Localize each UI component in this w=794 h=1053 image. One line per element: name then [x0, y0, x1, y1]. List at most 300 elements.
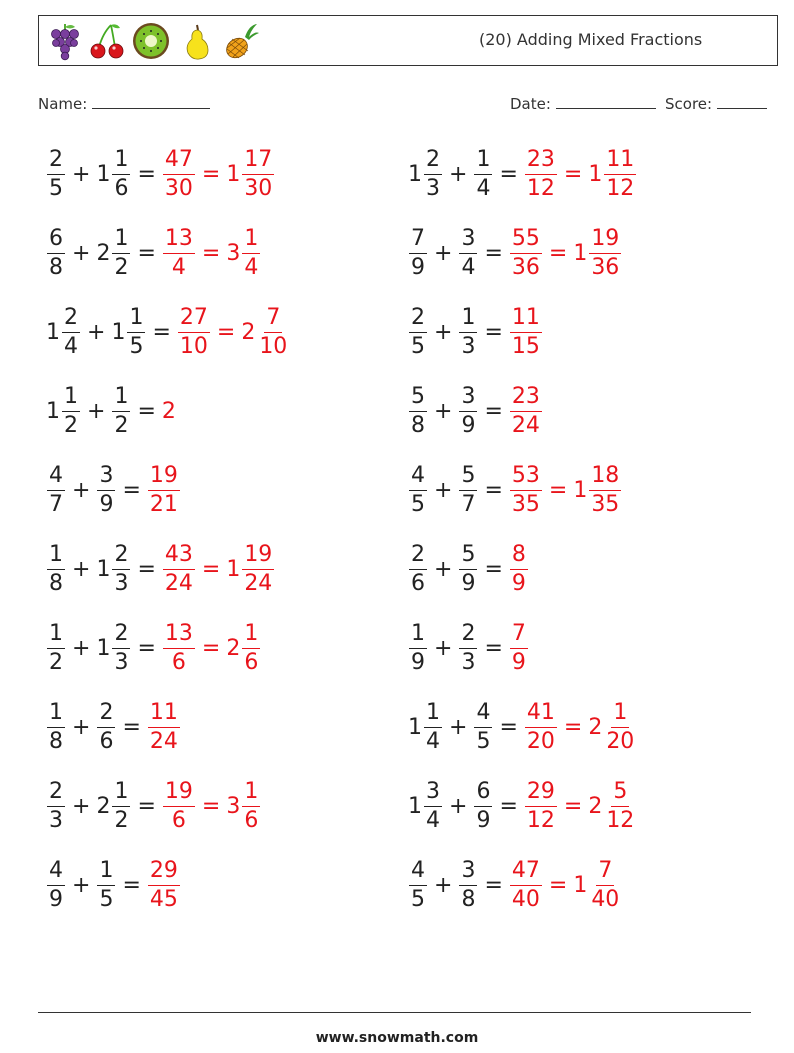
answer-mixed-whole: 2: [226, 635, 241, 661]
addend-b-denominator: 5: [129, 333, 144, 359]
answer-improper-fraction: [510, 462, 542, 517]
addend-a-denominator: 5: [49, 175, 63, 201]
plus-sign: +: [434, 319, 453, 345]
score-label: Score:: [665, 95, 713, 113]
score-blank[interactable]: [717, 94, 767, 109]
worksheet-header: [38, 15, 778, 66]
answer-mixed-fraction: [604, 146, 636, 201]
answer: [162, 778, 261, 833]
answer-improper-numerator: 41: [525, 702, 557, 728]
addend-b-fraction: [97, 462, 115, 517]
answer-improper-denominator: 12: [526, 175, 555, 201]
addend-a-denominator: 9: [411, 254, 425, 280]
answer-mixed-fraction: [242, 541, 274, 596]
equals-sign: =: [122, 714, 141, 740]
answer: [524, 146, 637, 201]
answer-mixed-denominator: 6: [244, 807, 259, 833]
plus-sign: +: [72, 793, 91, 819]
addend-b-denominator: 3: [461, 333, 476, 359]
addend-b-whole: 1: [96, 161, 111, 187]
answer-mixed-fraction: [257, 304, 289, 359]
addend-b-fraction: [474, 146, 492, 201]
cherries-icon: [87, 21, 127, 61]
answer-improper-numerator: 19: [148, 465, 180, 491]
answer-mixed-whole: 3: [226, 793, 241, 819]
answer-improper-denominator: 45: [149, 886, 178, 912]
footer-divider: [38, 1012, 751, 1013]
answer: [509, 857, 622, 912]
addend-b-denominator: 9: [461, 412, 476, 438]
problem-20: [408, 855, 622, 915]
addend-b-denominator: 8: [461, 886, 476, 912]
plus-sign: +: [72, 714, 91, 740]
addend-b-numerator: 2: [459, 623, 477, 649]
problem-14: [408, 618, 529, 678]
answer-improper-numerator: 29: [525, 781, 557, 807]
addend-b-denominator: 4: [461, 254, 476, 280]
plus-sign: +: [449, 793, 468, 819]
addend-a-fraction: [47, 620, 65, 675]
answer-improper-denominator: 9: [511, 570, 526, 596]
answer: [162, 399, 177, 424]
answer: [509, 462, 622, 517]
answer-improper-fraction: [510, 304, 542, 359]
addend-b-denominator: 3: [114, 570, 129, 596]
addend-a-numerator: 4: [47, 465, 65, 491]
problem-15: [46, 697, 181, 757]
answer-improper-denominator: 30: [164, 175, 193, 201]
answer-improper-denominator: 36: [511, 254, 540, 280]
problem-19: [46, 855, 181, 915]
addend-a-numerator: 1: [62, 386, 80, 412]
answer-mixed-numerator: 18: [589, 465, 621, 491]
answer-improper-fraction: [510, 541, 528, 596]
answer-improper-fraction: [163, 620, 195, 675]
answer: [524, 699, 637, 754]
answer-mixed-denominator: 10: [259, 333, 288, 359]
addend-b-numerator: 1: [474, 149, 492, 175]
addend-b-fraction: [474, 699, 492, 754]
problem-1: [46, 144, 275, 204]
plus-sign: +: [87, 398, 106, 424]
answer: [162, 541, 275, 596]
addend-b-fraction: [459, 304, 477, 359]
answer-improper-numerator: 19: [163, 781, 195, 807]
answer-mixed-numerator: 1: [611, 702, 629, 728]
answer-improper-numerator: 43: [163, 544, 195, 570]
answer-improper-denominator: 4: [171, 254, 186, 280]
problem-10: [408, 460, 622, 520]
answer-mixed-numerator: 19: [242, 544, 274, 570]
answer-improper-denominator: 24: [511, 412, 540, 438]
addend-b-numerator: 3: [459, 228, 477, 254]
answer-improper-denominator: 6: [171, 649, 186, 675]
answer-improper-numerator: 13: [163, 228, 195, 254]
equals-sign: =: [137, 240, 156, 266]
addend-a-fraction: [47, 146, 65, 201]
answer-improper-denominator: 6: [171, 807, 186, 833]
equals-sign: =: [499, 793, 518, 819]
problem-3: [46, 223, 261, 283]
name-blank[interactable]: [92, 94, 210, 109]
answer-mixed-denominator: 20: [606, 728, 635, 754]
addend-a-denominator: 4: [64, 333, 78, 359]
plus-sign: +: [434, 556, 453, 582]
addend-b-whole: 1: [111, 319, 126, 345]
grapes-icon: [45, 21, 85, 61]
plus-sign: +: [434, 240, 453, 266]
addend-b-numerator: 1: [127, 307, 145, 333]
addend-a-whole: 1: [408, 161, 422, 187]
addend-a-whole: 1: [46, 319, 60, 345]
answer-improper-fraction: [510, 225, 542, 280]
answer-mixed-numerator: 7: [264, 307, 282, 333]
addend-a-whole: 1: [46, 398, 60, 424]
addend-b-numerator: 2: [112, 623, 130, 649]
addend-a-numerator: 2: [47, 781, 65, 807]
addend-a-numerator: 1: [47, 544, 65, 570]
answer-improper-numerator: 53: [510, 465, 542, 491]
answer-mixed-numerator: 5: [611, 781, 629, 807]
plus-sign: +: [72, 240, 91, 266]
addend-b-numerator: 5: [459, 544, 477, 570]
answer-mixed-denominator: 40: [591, 886, 620, 912]
answer-mixed-whole: 3: [226, 240, 241, 266]
answer-mixed-fraction: [242, 146, 274, 201]
equals-sign: =: [484, 477, 503, 503]
addend-a-numerator: 6: [47, 228, 65, 254]
answer-mixed-whole: 1: [588, 161, 603, 187]
addend-a-whole: 1: [408, 793, 422, 819]
answer: [147, 462, 181, 517]
answer-mixed-fraction: [604, 699, 636, 754]
answer-improper-denominator: 15: [511, 333, 540, 359]
answer-mixed-denominator: 24: [244, 570, 273, 596]
answer-improper-fraction: [163, 541, 195, 596]
footer-url: www.snowmath.com: [315, 1030, 479, 1046]
answer-improper-numerator: 29: [148, 860, 180, 886]
problem-18: [408, 776, 637, 836]
answer-equals-sign: =: [548, 872, 568, 898]
addend-b-fraction: [127, 304, 145, 359]
answer-equals-sign: =: [201, 161, 221, 187]
addend-b-numerator: 5: [459, 465, 477, 491]
addend-a-denominator: 4: [426, 807, 440, 833]
problem-2: [408, 144, 637, 204]
answer-improper-fraction: [163, 146, 195, 201]
answer-mixed-whole: 1: [573, 477, 588, 503]
addend-b-fraction: [112, 225, 130, 280]
answer-improper-numerator: 11: [510, 307, 542, 333]
answer-equals-sign: =: [563, 161, 583, 187]
answer-improper-fraction: [510, 383, 542, 438]
addend-a-denominator: 5: [411, 491, 425, 517]
addend-a-denominator: 3: [426, 175, 440, 201]
addend-b-denominator: 5: [99, 886, 114, 912]
answer: [509, 225, 622, 280]
addend-a-denominator: 2: [64, 412, 78, 438]
addend-a-denominator: 4: [426, 728, 440, 754]
answer-improper-denominator: 35: [511, 491, 540, 517]
addend-a-numerator: 2: [62, 307, 80, 333]
answer-equals-sign: =: [216, 319, 236, 345]
addend-b-numerator: 1: [112, 149, 130, 175]
answer-improper-fraction: [525, 778, 557, 833]
answer-improper-fraction: [510, 857, 542, 912]
answer-equals-sign: =: [563, 714, 583, 740]
addend-a-numerator: 1: [47, 702, 65, 728]
addend-a-numerator: 2: [47, 149, 65, 175]
answer-improper-denominator: 12: [526, 807, 555, 833]
problem-4: [408, 223, 622, 283]
plus-sign: +: [449, 161, 468, 187]
answer-equals-sign: =: [201, 793, 221, 819]
addend-b-numerator: 2: [112, 544, 130, 570]
addend-a-numerator: 4: [47, 860, 65, 886]
addend-b-denominator: 7: [461, 491, 476, 517]
addend-a-denominator: 8: [411, 412, 425, 438]
problem-17: [46, 776, 261, 836]
addend-a-numerator: 5: [409, 386, 427, 412]
answer-improper-denominator: 10: [179, 333, 208, 359]
answer-improper-numerator: 13: [163, 623, 195, 649]
addend-b-numerator: 1: [97, 860, 115, 886]
equals-sign: =: [137, 635, 156, 661]
addend-b-denominator: 6: [99, 728, 114, 754]
addend-a-numerator: 2: [424, 149, 442, 175]
answer-improper-numerator: 23: [510, 386, 542, 412]
date-blank[interactable]: [556, 94, 656, 109]
answer-equals-sign: =: [548, 477, 568, 503]
addend-b-numerator: 2: [97, 702, 115, 728]
addend-a-denominator: 8: [49, 570, 63, 596]
answer-equals-sign: =: [201, 556, 221, 582]
answer-improper-denominator: 9: [511, 649, 526, 675]
problem-16: [408, 697, 637, 757]
answer-mixed-whole: 2: [588, 714, 603, 740]
addend-b-fraction: [97, 857, 115, 912]
problem-12: [408, 539, 529, 599]
addend-b-fraction: [112, 146, 130, 201]
answer-mixed-denominator: 30: [244, 175, 273, 201]
answer: [509, 620, 529, 675]
answer-mixed-fraction: [242, 225, 260, 280]
answer-mixed-whole: 1: [573, 240, 588, 266]
addend-a-fraction: [409, 304, 427, 359]
addend-b-fraction: [459, 383, 477, 438]
date-label: Date:: [510, 95, 551, 113]
plus-sign: +: [434, 477, 453, 503]
answer-improper-numerator: 47: [510, 860, 542, 886]
addend-a-fraction: [424, 778, 442, 833]
addend-a-fraction: [47, 225, 65, 280]
answer-mixed-denominator: 12: [606, 807, 635, 833]
problem-7: [46, 381, 177, 441]
answer-mixed-denominator: 12: [606, 175, 635, 201]
answer-improper-numerator: 23: [525, 149, 557, 175]
addend-b-fraction: [459, 462, 477, 517]
plus-sign: +: [87, 319, 106, 345]
equals-sign: =: [484, 398, 503, 424]
problem-13: [46, 618, 261, 678]
addend-b-denominator: 5: [476, 728, 491, 754]
answer-improper-numerator: 27: [178, 307, 210, 333]
problem-5: [46, 302, 290, 362]
addend-a-numerator: 3: [424, 781, 442, 807]
addend-b-numerator: 3: [459, 386, 477, 412]
equals-sign: =: [484, 556, 503, 582]
addend-a-whole: 1: [408, 714, 422, 740]
answer-mixed-numerator: 1: [242, 781, 260, 807]
plus-sign: +: [72, 161, 91, 187]
equals-sign: =: [122, 477, 141, 503]
addend-b-fraction: [459, 225, 477, 280]
answer-mixed-denominator: 4: [244, 254, 259, 280]
addend-a-fraction: [424, 699, 442, 754]
date-field: [510, 94, 656, 113]
answer-mixed-denominator: 36: [591, 254, 620, 280]
equals-sign: =: [137, 793, 156, 819]
answer-mixed-numerator: 1: [242, 228, 260, 254]
addend-a-numerator: 1: [409, 623, 427, 649]
equals-sign: =: [499, 714, 518, 740]
problem-11: [46, 539, 275, 599]
addend-b-fraction: [112, 383, 130, 438]
addend-b-denominator: 9: [476, 807, 491, 833]
equals-sign: =: [137, 161, 156, 187]
answer-mixed-fraction: [242, 620, 260, 675]
answer-improper-fraction: [163, 225, 195, 280]
equals-sign: =: [484, 319, 503, 345]
answer-improper-numerator: 8: [510, 544, 528, 570]
worksheet-title: (20) Adding Mixed Fractions: [479, 30, 703, 49]
equals-sign: =: [137, 556, 156, 582]
equals-sign: =: [484, 240, 503, 266]
addend-b-numerator: 3: [97, 465, 115, 491]
answer-improper-numerator: 55: [510, 228, 542, 254]
plus-sign: +: [434, 635, 453, 661]
addend-b-fraction: [112, 541, 130, 596]
addend-a-denominator: 3: [49, 807, 63, 833]
problem-9: [46, 460, 181, 520]
answer-improper-denominator: 40: [511, 886, 540, 912]
addend-a-numerator: 7: [409, 228, 427, 254]
answer-mixed-whole: 2: [241, 319, 256, 345]
addend-b-denominator: 4: [476, 175, 491, 201]
equals-sign: =: [499, 161, 518, 187]
addend-a-numerator: 4: [409, 465, 427, 491]
equals-sign: =: [137, 398, 156, 424]
addend-b-fraction: [459, 620, 477, 675]
addend-a-fraction: [62, 304, 80, 359]
answer-improper-fraction: [178, 304, 210, 359]
equals-sign: =: [484, 635, 503, 661]
addend-b-numerator: 1: [112, 386, 130, 412]
addend-b-fraction: [459, 541, 477, 596]
plus-sign: +: [72, 635, 91, 661]
addend-a-numerator: 1: [424, 702, 442, 728]
addend-a-denominator: 9: [411, 649, 425, 675]
equals-sign: =: [484, 872, 503, 898]
problem-8: [408, 381, 543, 441]
answer-mixed-fraction: [589, 857, 621, 912]
addend-a-denominator: 5: [411, 333, 425, 359]
answer: [177, 304, 290, 359]
problem-6: [408, 302, 543, 362]
addend-b-fraction: [97, 699, 115, 754]
pineapple-icon: [219, 21, 259, 61]
answer-mixed-fraction: [589, 225, 621, 280]
addend-a-denominator: 6: [411, 570, 425, 596]
addend-a-fraction: [47, 541, 65, 596]
answer-mixed-numerator: 19: [589, 228, 621, 254]
answer-improper-numerator: 47: [163, 149, 195, 175]
answer-improper-numerator: 7: [510, 623, 528, 649]
answer-improper-fraction: [525, 146, 557, 201]
name-field: [38, 94, 210, 113]
addend-b-numerator: 1: [459, 307, 477, 333]
answer-improper-denominator: 20: [526, 728, 555, 754]
answer-equals-sign: =: [548, 240, 568, 266]
answer: [162, 146, 275, 201]
addend-b-denominator: 2: [114, 412, 129, 438]
answer-improper-fraction: [148, 857, 180, 912]
answer-improper-numerator: 11: [148, 702, 180, 728]
answer-equals-sign: =: [201, 240, 221, 266]
answer-mixed-whole: 1: [573, 872, 588, 898]
addend-b-whole: 2: [96, 240, 111, 266]
answer-mixed-whole: 1: [226, 556, 241, 582]
addend-a-fraction: [409, 462, 427, 517]
addend-b-denominator: 2: [114, 254, 129, 280]
score-field: [665, 94, 767, 113]
addend-a-fraction: [409, 857, 427, 912]
answer-mixed-numerator: 11: [604, 149, 636, 175]
answer-mixed-numerator: 17: [242, 149, 274, 175]
answer: [524, 778, 637, 833]
addend-b-whole: 2: [96, 793, 111, 819]
plus-sign: +: [72, 872, 91, 898]
addend-b-fraction: [112, 778, 130, 833]
answer-improper-fraction: [148, 699, 180, 754]
equals-sign: =: [122, 872, 141, 898]
answer: [147, 699, 181, 754]
addend-a-denominator: 8: [49, 728, 63, 754]
answer: [162, 620, 261, 675]
answer-mixed-whole: 1: [226, 161, 241, 187]
addend-a-fraction: [62, 383, 80, 438]
addend-b-numerator: 6: [474, 781, 492, 807]
answer-mixed-numerator: 7: [596, 860, 614, 886]
plus-sign: +: [72, 556, 91, 582]
answer-improper-denominator: 21: [149, 491, 178, 517]
addend-b-fraction: [459, 857, 477, 912]
addend-b-whole: 1: [96, 556, 111, 582]
addend-b-whole: 1: [96, 635, 111, 661]
addend-a-fraction: [409, 383, 427, 438]
addend-a-denominator: 8: [49, 254, 63, 280]
answer-mixed-fraction: [242, 778, 260, 833]
pear-icon: [177, 21, 217, 61]
answer-mixed-denominator: 35: [591, 491, 620, 517]
addend-b-numerator: 1: [112, 781, 130, 807]
answer-improper-fraction: [148, 462, 180, 517]
addend-a-denominator: 2: [49, 649, 63, 675]
addend-b-numerator: 3: [459, 860, 477, 886]
answer-improper-fraction: [163, 778, 195, 833]
answer-improper-fraction: [510, 620, 528, 675]
addend-b-denominator: 2: [114, 807, 129, 833]
